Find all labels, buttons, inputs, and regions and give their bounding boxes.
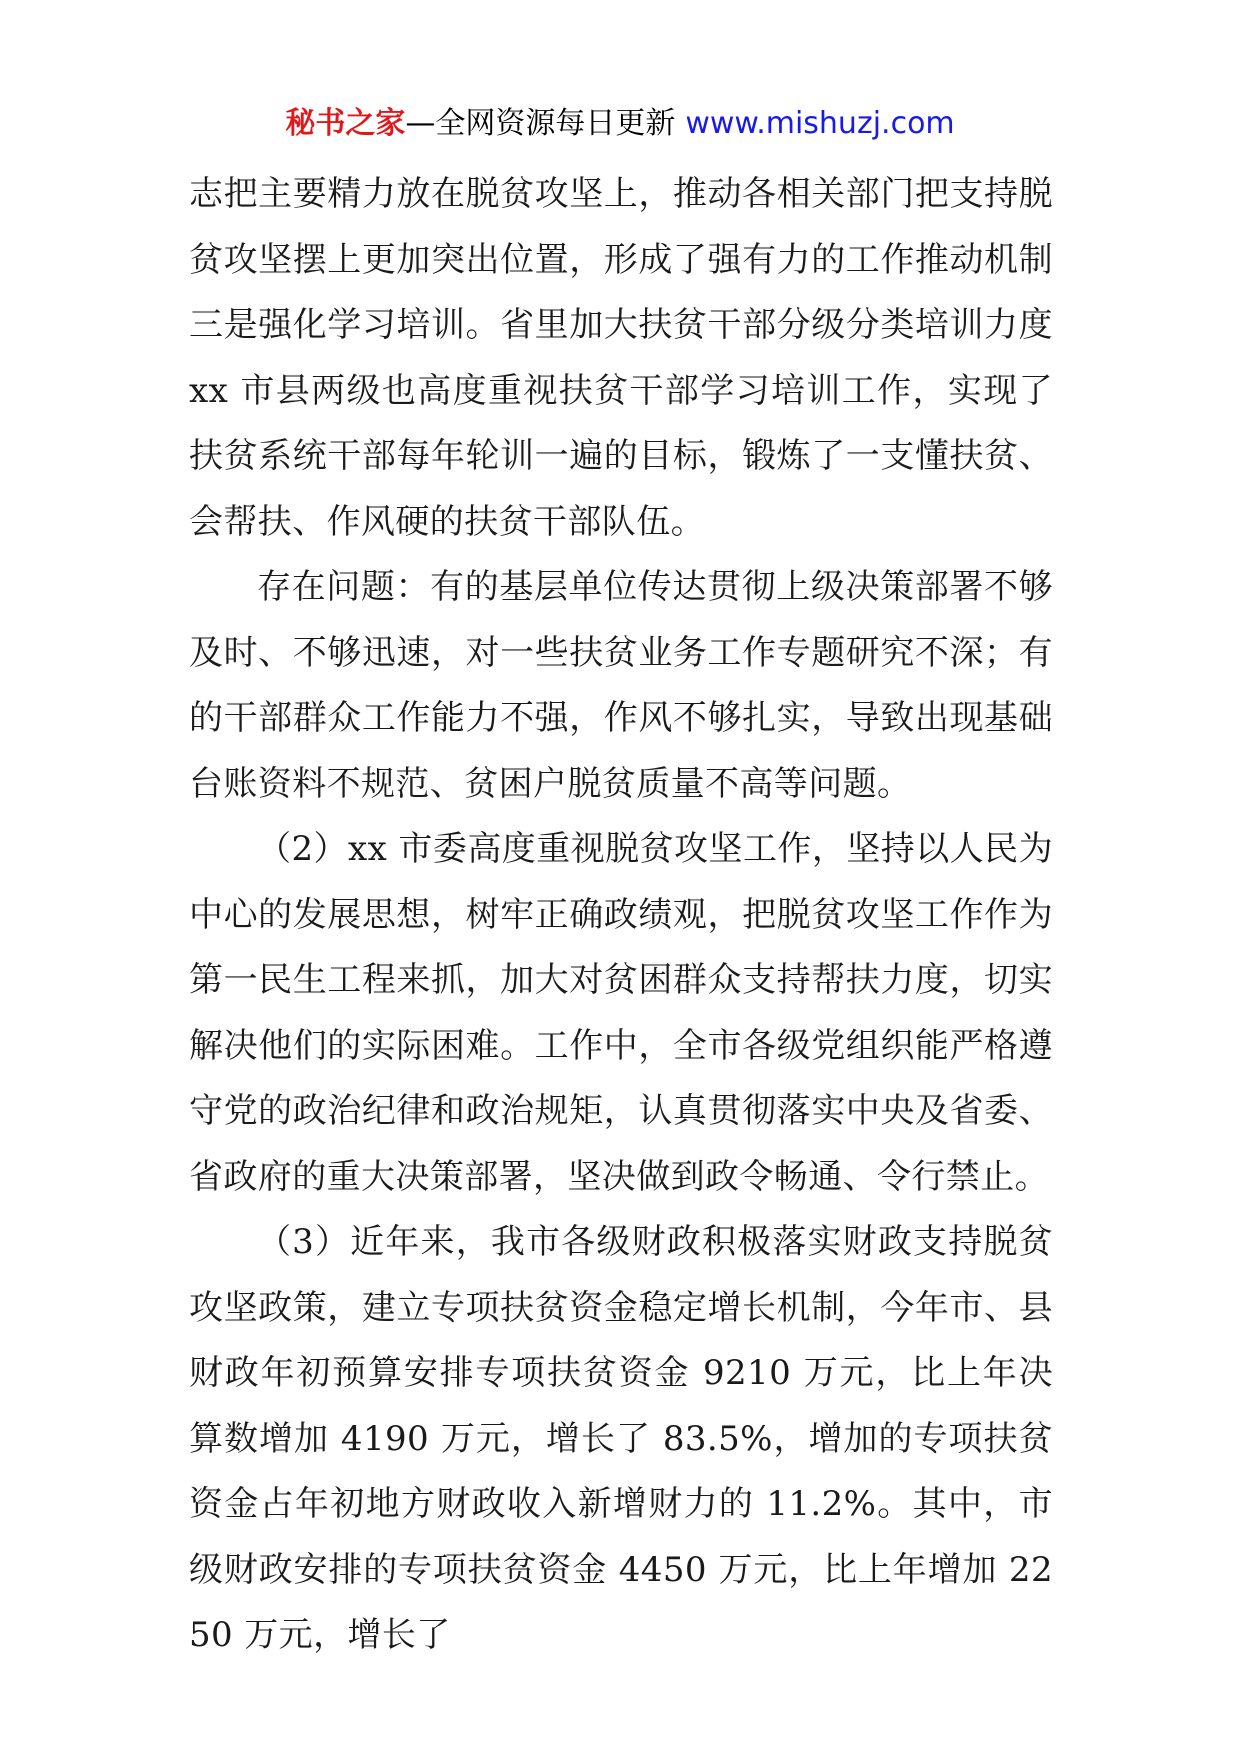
document-body	[189, 162, 1053, 1669]
watermark-slogan: —全网资源每日更新	[405, 106, 676, 141]
paragraph-item-3: （3）近年来，我市各级财政积极落实财政支持脱贫攻坚政策，建立专项扶贫资金稳定增长机制，今年市、县财政年初预算安排专项扶贫资金 9210 万元，比上年决算数增加 4190 万元，增长了 83.5%，增加的专项扶贫资金占年初地方财政收入新增财力的 11.2%。其中，市级财政安排的专项扶贫资金 4450 万元，比上年增加 2250 万元，增长了	[189, 1222, 1053, 1655]
paragraph-training: 志把主要精力放在脱贫攻坚上，推动各相关部门把支持脱贫攻坚摆上更加突出位置，形成了强有力的工作推动机制三是强化学习培训。省里加大扶贫干部分级分类培训力度xx 市县两级也高度重视扶贫干部学习培训工作，实现了扶贫系统干部每年轮训一遍的目标，锻炼了一支懂扶贫、会帮扶、作风硬的扶贫干部队伍。	[189, 174, 1053, 542]
paragraph-item-2: （2）xx 市委高度重视脱贫攻坚工作，坚持以人民为中心的发展思想，树牢正确政绩观，把脱贫攻坚工作作为第一民生工程来抓，加大对贫困群众支持帮扶力度，切实解决他们的实际困难。工作中，全市各级党组织能严格遵守党的政治纪律和政治规矩，认真贯彻落实中央及省委、省政府的重大决策部署，坚决做到政令畅通、令行禁止。	[189, 829, 1053, 1197]
watermark-header	[0, 102, 1240, 146]
watermark-brand: 秘书之家	[285, 106, 406, 141]
paragraph-problems: 存在问题：有的基层单位传达贯彻上级决策部署不够及时、不够迅速，对一些扶贫业务工作专题研究不深；有的干部群众工作能力不强，作风不够扎实，导致出现基础台账资料不规范、贫困户脱贫质量不高等问题。	[189, 567, 1053, 804]
watermark-url-link[interactable]: www.mishuzj.com	[685, 106, 955, 141]
